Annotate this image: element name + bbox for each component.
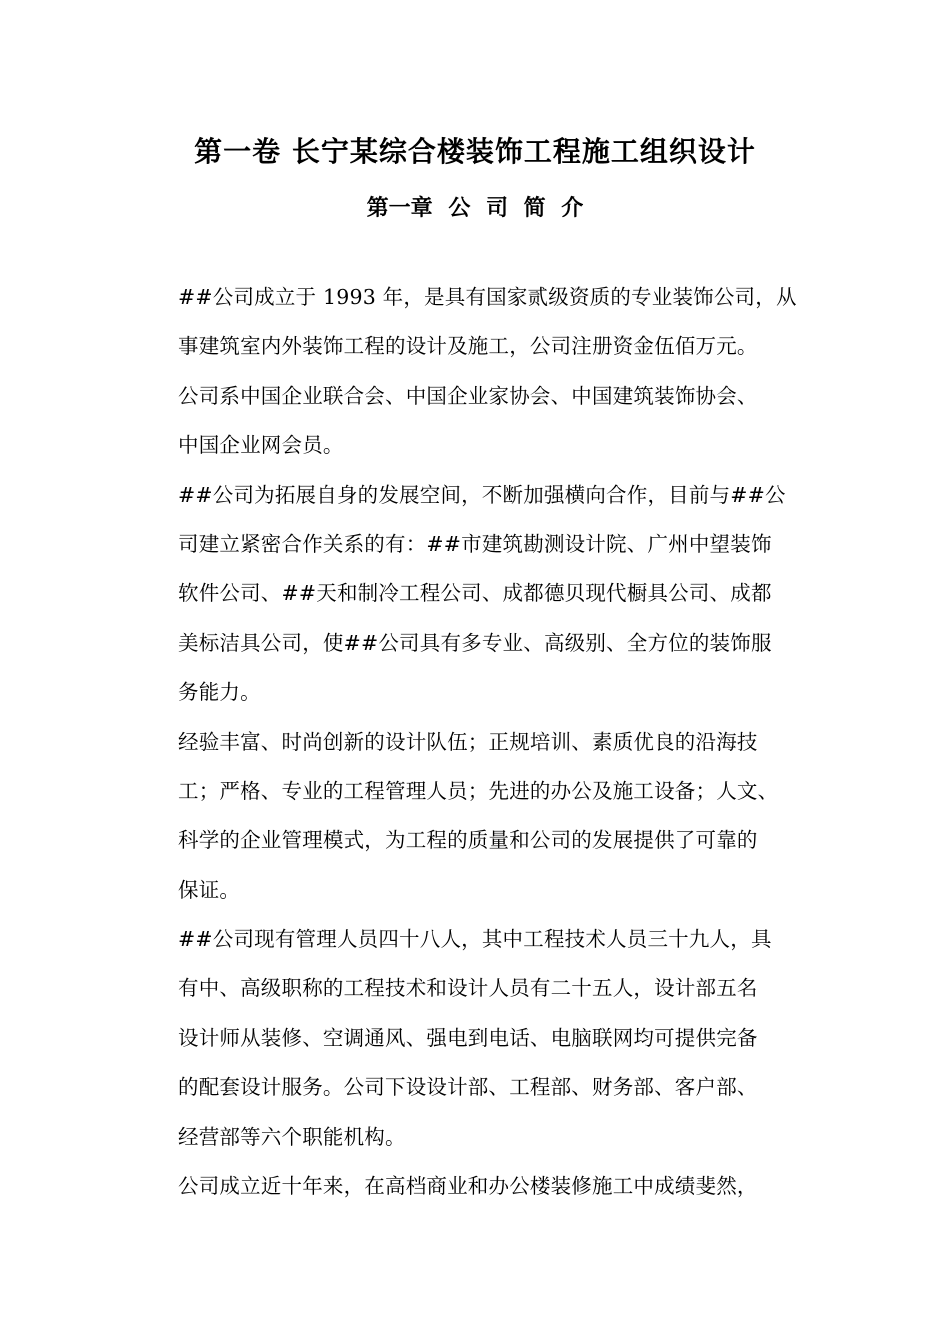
text-line: 务能力。	[178, 680, 261, 705]
body-text	[178, 273, 818, 1211]
text-line: 科学的企业管理模式，为工程的质量和公司的发展提供了可靠的	[178, 828, 758, 853]
text-line: 软件公司、##天和制冷工程公司、成都德贝现代橱具公司、成都	[178, 581, 772, 606]
text-line: 保证。	[178, 877, 241, 902]
text-line: 司建立紧密合作关系的有：##市建筑勘测设计院、广州中望装饰	[178, 531, 772, 556]
text-line: 经验丰富、时尚创新的设计队伍；正规培训、素质优良的沿海技	[178, 729, 758, 754]
text-line: 有中、高级职称的工程技术和设计人员有二十五人，设计部五名	[178, 976, 758, 1001]
text-line: ##公司成立于 1993 年，是具有国家贰级资质的专业装饰公司，从	[178, 285, 797, 309]
text-line: 经营部等六个职能机构。	[178, 1124, 406, 1149]
text-line: 公司成立近十年来，在高档商业和办公楼装修施工中成绩斐然，	[178, 1174, 758, 1199]
text-line: ##公司现有管理人员四十八人，其中工程技术人员三十九人，具	[178, 927, 772, 952]
text-line: 工；严格、专业的工程管理人员；先进的办公及施工设备；人文、	[178, 778, 779, 803]
chapter-title: 第一章 公 司 简 介	[366, 196, 584, 221]
text-line: ##公司为拓展自身的发展空间，不断加强横向合作，目前与##公	[178, 482, 786, 507]
text-line: 美标洁具公司，使##公司具有多专业、高级别、全方位的装饰服	[178, 630, 772, 655]
text-line: 的配套设计服务。公司下设设计部、工程部、财务部、客户部、	[178, 1075, 758, 1100]
text-line: 事建筑室内外装饰工程的设计及施工，公司注册资金伍佰万元。	[178, 334, 758, 359]
text-line: 中国企业网会员。	[178, 433, 344, 458]
text-line: 公司系中国企业联合会、中国企业家协会、中国建筑装饰协会、	[178, 383, 758, 408]
volume-title: 第一卷 长宁某综合楼装饰工程施工组织设计	[194, 135, 756, 168]
text-line: 设计师从装修、空调通风、强电到电话、电脑联网均可提供完备	[178, 1025, 758, 1050]
